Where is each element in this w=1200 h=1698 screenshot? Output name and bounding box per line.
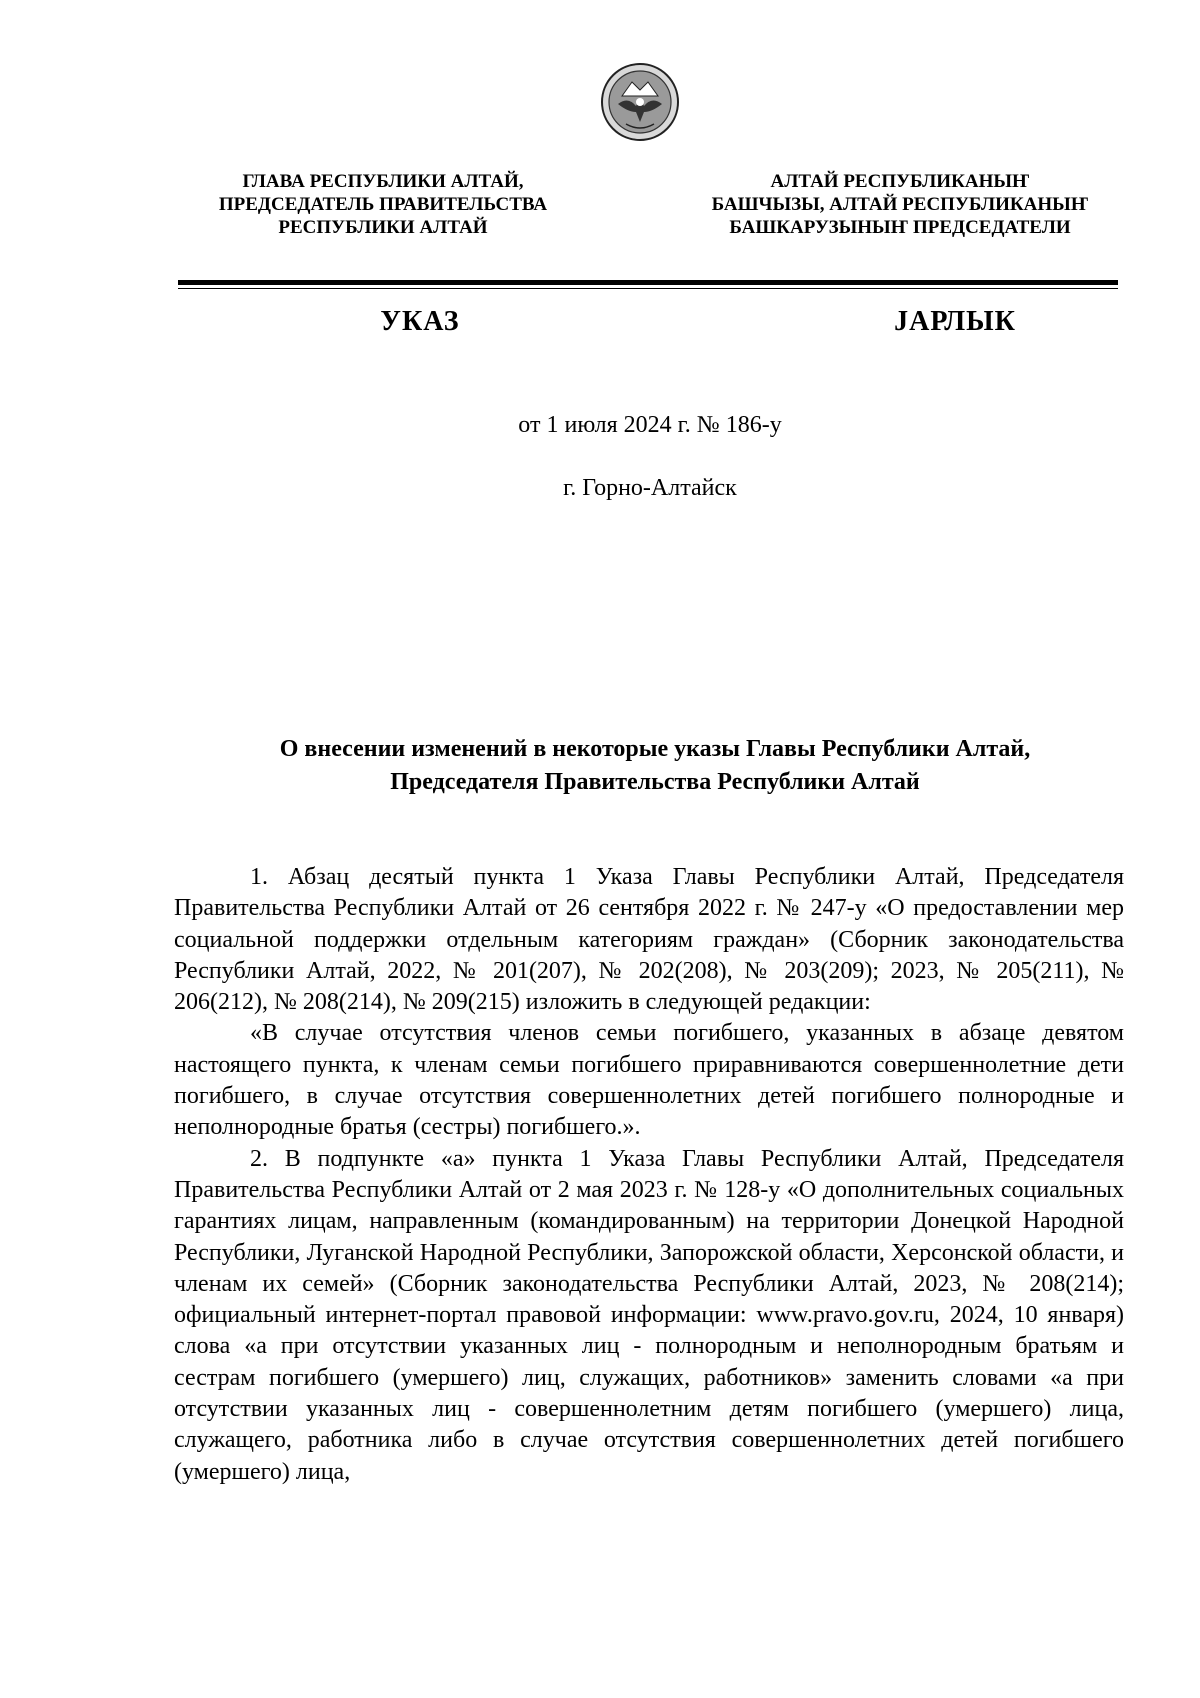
body-paragraph: 1. Абзац десятый пункта 1 Указа Главы Республики Алтай, Председателя Правительства Республики Алтай от 26 сентября 2022 г. № 247-у «О предоставлении мер социальной поддержки отдельным категориям граждан» (Сборник законодательства Республики Алтай, 2022, № 201(207), № 202(208), № 203(209); 2023, № 205(211), № 206(212), № 208(214), № 209(215) изложить в следующей редакции: [174, 864, 1124, 1016]
decree-date-number: от 1 июля 2024 г. № 186-у [518, 412, 782, 438]
coat-of-arms-emblem-icon [600, 62, 680, 142]
header-divider-thin [178, 288, 1118, 289]
document-subject-line: Председателя Правительства Республики Алтай [390, 769, 920, 795]
body-paragraph: 2. В подпункте «а» пункта 1 Указа Главы Республики Алтай, Председателя Правительства Республики Алтай от 2 мая 2023 г. № 128-у «О дополнительных социальных гарантиях лицам, направленным (командированным) на территории Донецкой Народной Республики, Луганской Народной Республики, Запорожской области, Херсонской области, и членам их семей» (Сборник законодательства Республики Алтай, 2023, № 208(214); официальный интернет-портал правовой информации: www.pravo.gov.ru, 2024, 10 января) слова «а при отсутствии указанных лиц - полнородным и неполнородным братьям и сестрам погибшего (умершего) лиц, служащих, работников» заменить словами «а при отсутствии указанных лиц - совершеннолетним детям погибшего (умершего) лица, служащего, работника либо в случае отсутствия совершеннолетних детей погибшего (умершего) лица, [174, 1145, 1124, 1485]
header-right-authority [690, 170, 1110, 239]
header-left-line: ГЛАВА РЕСПУБЛИКИ АЛТАЙ, [242, 171, 524, 192]
decree-title-altai: ЈАРЛЫК [894, 306, 1016, 337]
decree-place: г. Горно-Алтайск [563, 475, 737, 501]
header-left-authority [188, 170, 578, 239]
document-subject-title [190, 733, 1120, 799]
header-right-line: БАШЧЫЗЫ, АЛТАЙ РЕСПУБЛИКАНЫҤ [711, 194, 1089, 215]
document-subject-line: О внесении изменений в некоторые указы Главы Республики Алтай, [279, 736, 1031, 762]
document-body [174, 862, 1124, 1488]
header-left-line: РЕСПУБЛИКИ АЛТАЙ [278, 217, 488, 238]
header-left-line: ПРЕДСЕДАТЕЛЬ ПРАВИТЕЛЬСТВА [218, 194, 548, 215]
body-paragraph: «В случае отсутствия членов семьи погибшего, указанных в абзаце девятом настоящего пункта, к членам семьи погибшего приравниваются совершеннолетние дети погибшего, в случае отсутствия совершеннолетних детей погибшего полнородные и неполнородные братья (сестры) погибшего.». [174, 1020, 1124, 1141]
header-right-line: БАШКАРУЗЫНЫҤ ПРЕДСЕДАТЕЛИ [729, 217, 1071, 238]
header-divider-thick [178, 280, 1118, 285]
decree-title-russian: УКАЗ [380, 306, 460, 337]
header-right-line: АЛТАЙ РЕСПУБЛИКАНЫҤ [770, 171, 1030, 192]
